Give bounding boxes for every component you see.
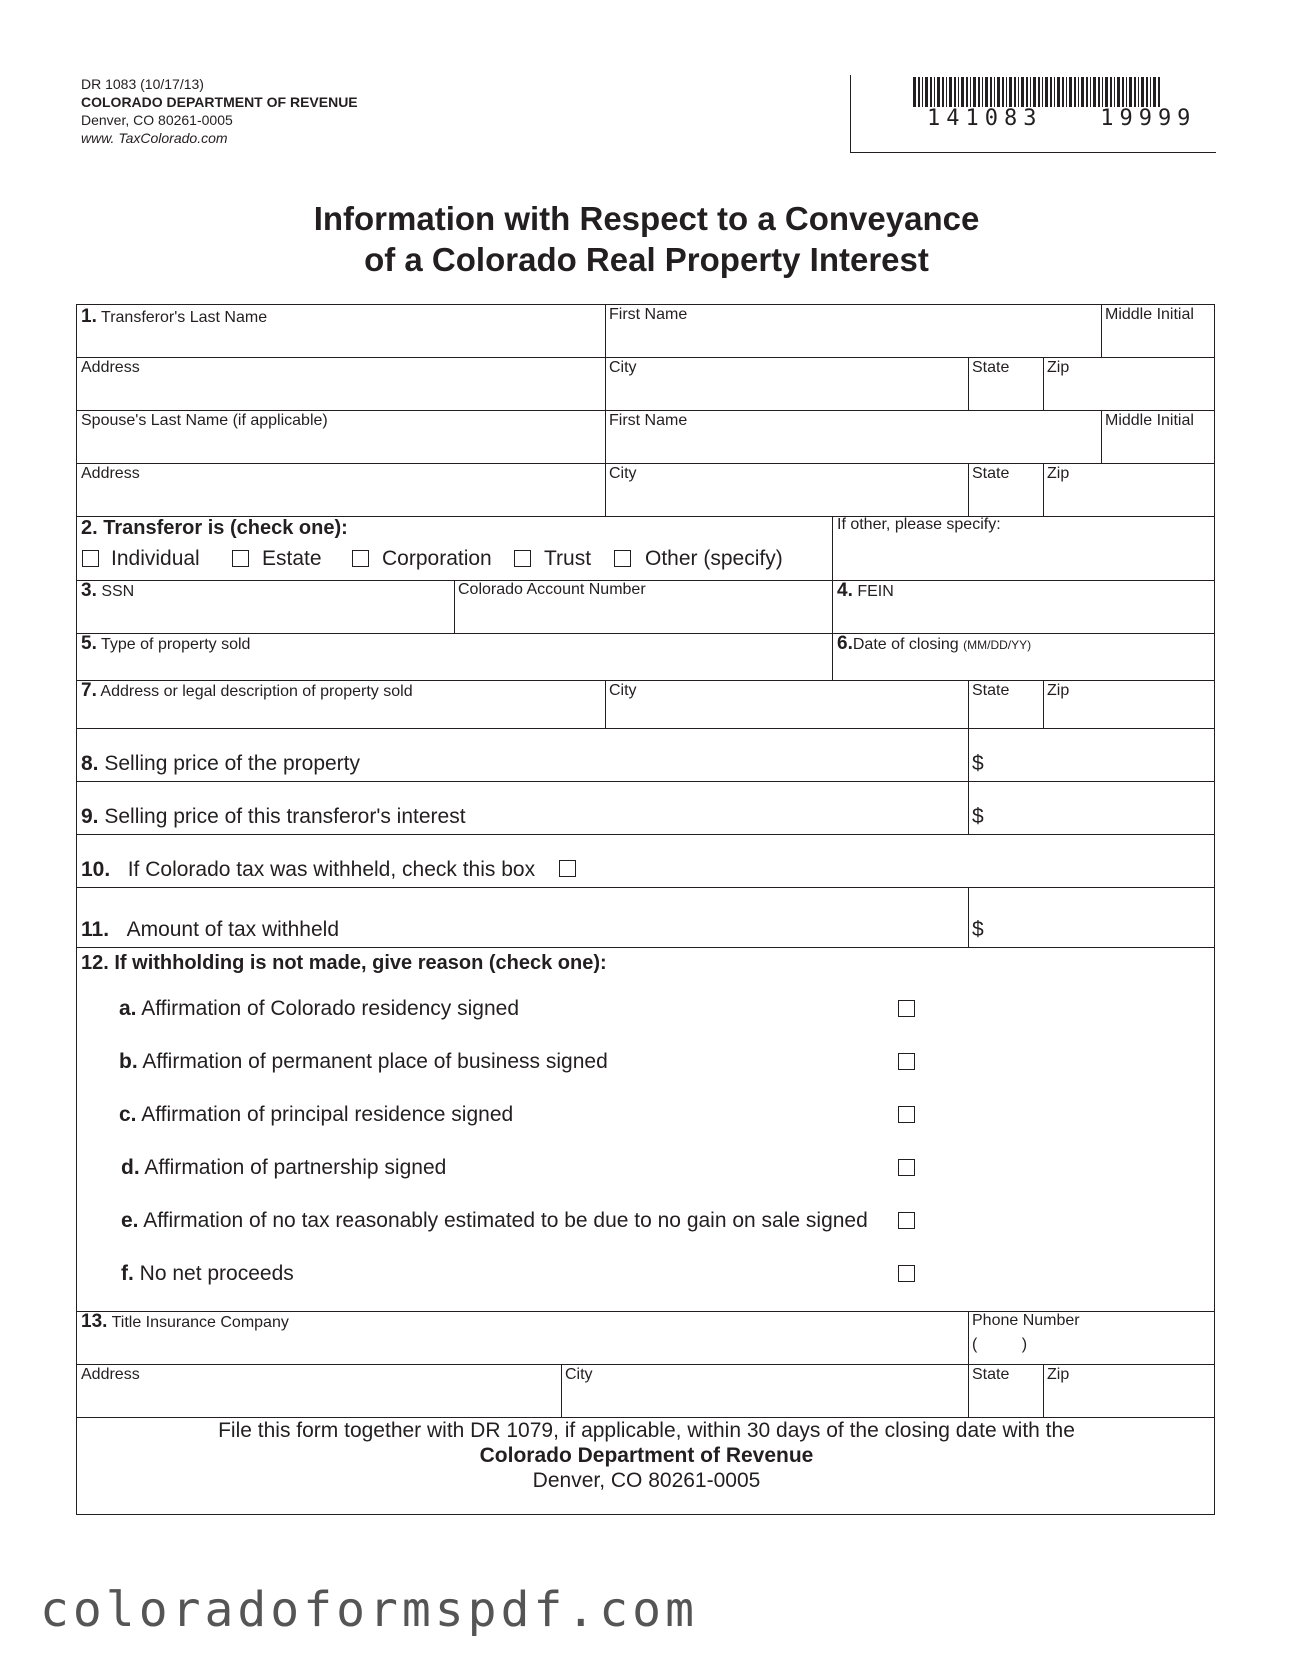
form-id: DR 1083 (10/17/13)	[81, 76, 204, 92]
property-city-label[interactable]: City	[609, 682, 637, 699]
checkbox-other[interactable]	[614, 550, 631, 567]
no-withholding-heading: 12. If withholding is not made, give reason (check one):	[81, 952, 607, 974]
tax-withheld-checkbox-label: 10. If Colorado tax was withheld, check this box	[81, 858, 536, 881]
checkbox-tax-withheld[interactable]	[559, 860, 576, 877]
spouse-address-label[interactable]: Address	[81, 465, 140, 482]
transferor-city-label[interactable]: City	[609, 359, 637, 376]
reason-d-label: d. Affirmation of partnership signed	[121, 1156, 447, 1179]
transferor-zip-label[interactable]: Zip	[1047, 359, 1070, 376]
checkbox-individual[interactable]	[82, 550, 99, 567]
spouse-state-label[interactable]: State	[972, 465, 1010, 482]
watermark: coloradoformspdf.com	[40, 1582, 698, 1638]
property-zip-label[interactable]: Zip	[1047, 682, 1070, 699]
fein-label[interactable]: 4. FEIN	[837, 580, 894, 601]
title-company-zip-label[interactable]: Zip	[1047, 1366, 1070, 1383]
option-individual-label: Individual	[111, 547, 200, 570]
option-trust-label: Trust	[544, 547, 592, 570]
reason-a-label: a. Affirmation of Colorado residency signed	[119, 997, 520, 1020]
checkbox-reason-c[interactable]	[898, 1106, 915, 1123]
property-address-label[interactable]: 7. Address or legal description of property sold	[81, 680, 413, 701]
page-title	[0, 198, 1293, 280]
form-body	[76, 304, 1215, 1515]
transferor-last-name-label[interactable]: 1. Transferor's Last Name	[81, 306, 268, 327]
option-estate-label: Estate	[262, 547, 322, 570]
spouse-zip-label[interactable]: Zip	[1047, 465, 1070, 482]
filing-instructions	[77, 1418, 1216, 1493]
checkbox-reason-a[interactable]	[898, 1000, 915, 1017]
agency-name: COLORADO DEPARTMENT OF REVENUE	[81, 94, 358, 110]
agency-website: www. TaxColorado.com	[81, 130, 228, 146]
transferor-state-label[interactable]: State	[972, 359, 1010, 376]
title-company-address-label[interactable]: Address	[81, 1366, 140, 1383]
title-line-2: of a Colorado Real Property Interest	[364, 241, 929, 278]
phone-number-label[interactable]: Phone Number	[972, 1312, 1080, 1329]
option-other-label: Other (specify)	[645, 547, 783, 570]
barcode-number: 141083 19999	[927, 106, 1197, 131]
selling-price-field[interactable]: $	[972, 752, 984, 775]
barcode-box	[850, 75, 1216, 153]
checkbox-reason-e[interactable]	[898, 1212, 915, 1229]
spouse-middle-initial-label[interactable]: Middle Initial	[1105, 412, 1194, 429]
transferor-type-heading: 2. Transferor is (check one):	[81, 517, 348, 539]
title-company-state-label[interactable]: State	[972, 1366, 1010, 1383]
checkbox-trust[interactable]	[514, 550, 531, 567]
transferor-interest-price-field[interactable]: $	[972, 805, 984, 828]
filing-agency: Colorado Department of Revenue	[479, 1444, 814, 1467]
spouse-first-name-label[interactable]: First Name	[609, 412, 688, 429]
barcode-icon	[913, 77, 1162, 107]
phone-area-code[interactable]: ( )	[972, 1336, 1028, 1353]
checkbox-corporation[interactable]	[352, 550, 369, 567]
checkbox-reason-b[interactable]	[898, 1053, 915, 1070]
tax-withheld-amount-label: 11. Amount of tax withheld	[81, 918, 340, 941]
transferor-middle-initial-label[interactable]: Middle Initial	[1105, 306, 1194, 323]
checkbox-estate[interactable]	[232, 550, 249, 567]
filing-address: Denver, CO 80261-0005	[532, 1469, 761, 1492]
reason-c-label: c. Affirmation of principal residence signed	[119, 1103, 514, 1126]
reason-b-label: b. Affirmation of permanent place of business signed	[119, 1050, 608, 1073]
ssn-label[interactable]: 3. SSN	[81, 580, 135, 601]
colorado-account-number-label[interactable]: Colorado Account Number	[458, 581, 646, 598]
selling-price-label: 8. Selling price of the property	[81, 752, 360, 775]
title-company-city-label[interactable]: City	[565, 1366, 593, 1383]
property-type-label[interactable]: 5. Type of property sold	[81, 633, 251, 654]
closing-date-label[interactable]: 6.Date of closing (MM/DD/YY)	[837, 633, 1032, 654]
spouse-last-name-label[interactable]: Spouse's Last Name (if applicable)	[81, 412, 328, 429]
filing-instructions-line-1: File this form together with DR 1079, if applicable, within 30 days of the closing date with the	[218, 1419, 1075, 1442]
transferor-interest-price-label: 9. Selling price of this transferor's interest	[81, 805, 466, 828]
title-insurance-company-label[interactable]: 13. Title Insurance Company	[81, 1311, 289, 1332]
other-specify-label[interactable]: If other, please specify:	[837, 516, 1001, 533]
spouse-city-label[interactable]: City	[609, 465, 637, 482]
property-state-label[interactable]: State	[972, 682, 1010, 699]
checkbox-reason-d[interactable]	[898, 1159, 915, 1176]
option-corporation-label: Corporation	[382, 547, 492, 570]
agency-address: Denver, CO 80261-0005	[81, 112, 233, 128]
reason-f-label: f. No net proceeds	[121, 1262, 294, 1285]
form-header	[81, 75, 358, 147]
tax-withheld-amount-field[interactable]: $	[972, 918, 984, 941]
transferor-first-name-label[interactable]: First Name	[609, 306, 688, 323]
transferor-address-label[interactable]: Address	[81, 359, 140, 376]
reason-e-label: e. Affirmation of no tax reasonably estimated to be due to no gain on sale signed	[121, 1209, 868, 1232]
checkbox-reason-f[interactable]	[898, 1265, 915, 1282]
title-line-1: Information with Respect to a Conveyance	[313, 200, 980, 237]
